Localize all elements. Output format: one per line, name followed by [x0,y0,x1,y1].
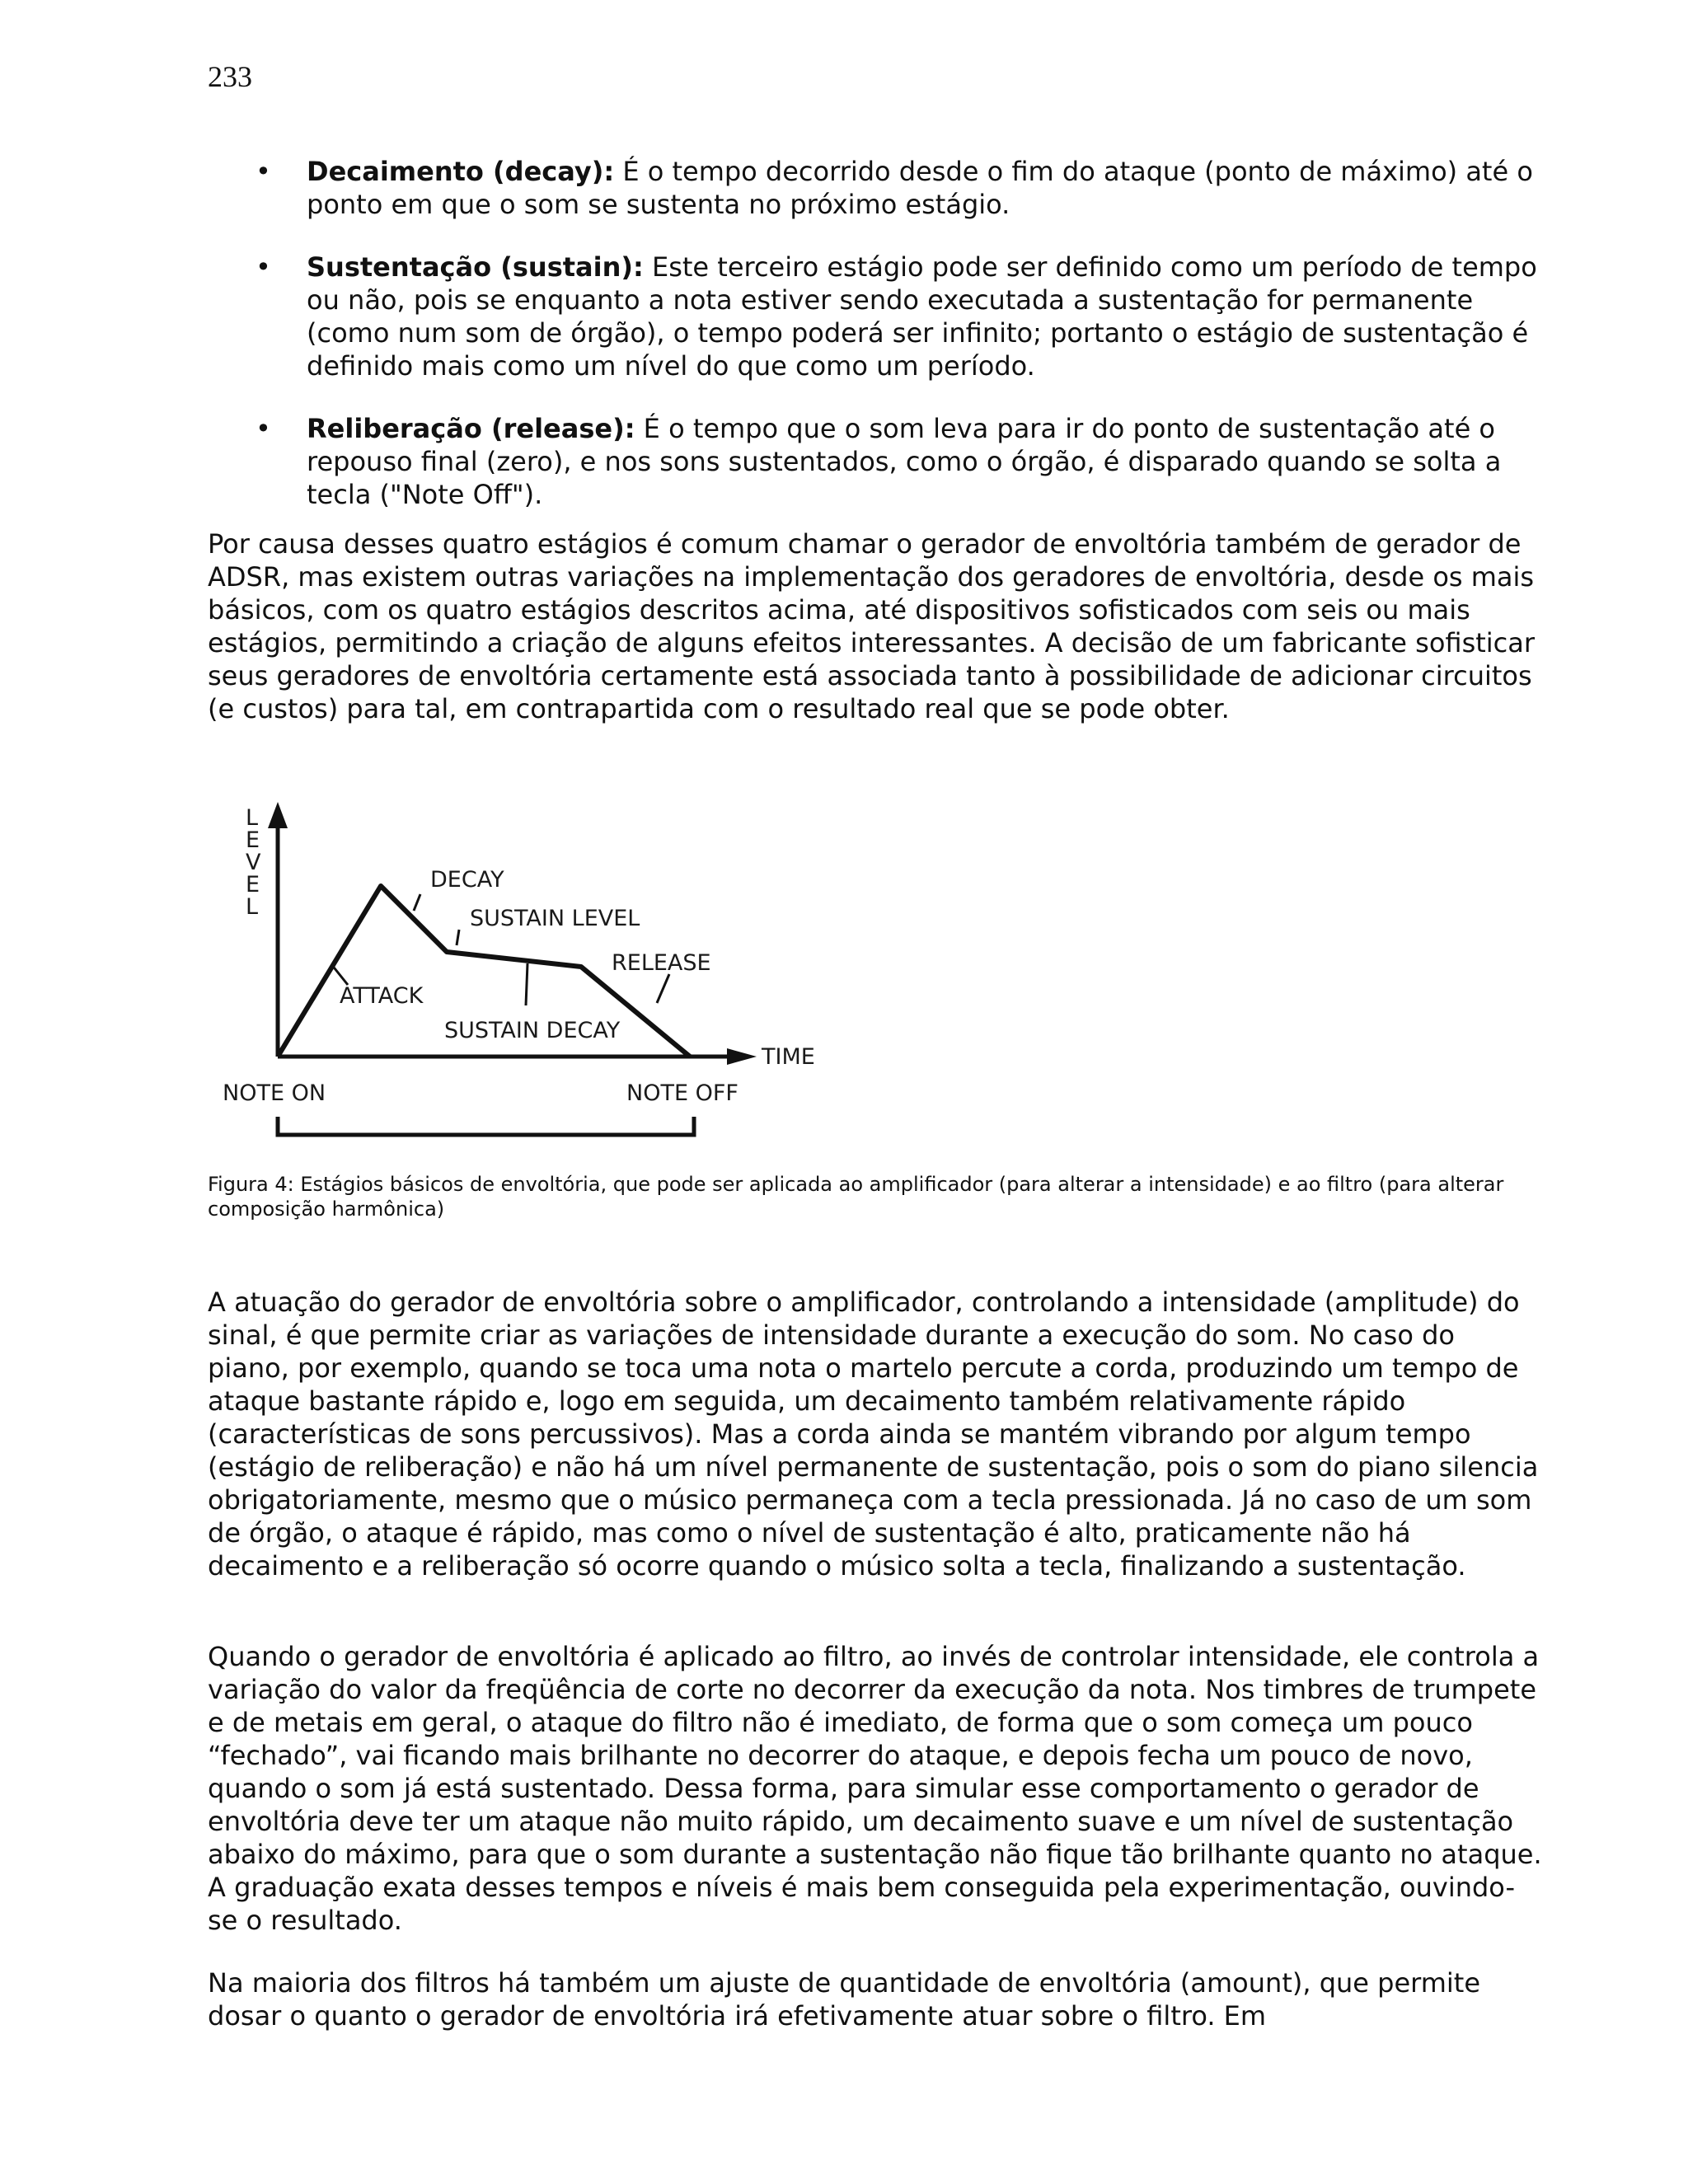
bullet-term: Sustentação (sustain): [307,251,644,283]
figure-caption: Figura 4: Estágios básicos de envoltória, que pode ser aplicada ao amplificador (para alterar a intensidade) e ao filtro (para alterar composição harmônica) [208,1173,1504,1221]
y-axis-letter: V [246,850,261,875]
y-axis-arrow [268,802,288,828]
x-axis-arrow [727,1048,757,1065]
bullet-text: É o tempo decorrido desde o fim do ataque (ponto de máximo) até o ponto em que o som se sustenta no próximo estágio. [307,156,1533,220]
page-number: 233 [208,60,252,93]
envelope-diagram [208,787,834,1150]
bullet-dot: • [256,156,271,187]
bullet-term: Decaimento (decay): [307,156,615,187]
note-off-label: NOTE OFF [626,1080,738,1106]
y-axis-letter: E [246,827,260,853]
release-leader [657,974,669,1003]
paragraph-amount: Na maioria dos filtros há também um ajuste de quantidade de envoltória (amount), que permite dosar o quanto o gerador de envoltória irá efetivamente atuar sobre o filtro. Em [208,1967,1481,2032]
y-axis-letter: E [246,872,260,898]
attack-label: ATTACK [340,983,424,1009]
note-duration-bracket [278,1117,694,1135]
paragraph-amplifier: A atuação do gerador de envoltória sobre o amplificador, controlando a intensidade (amplitude) do sinal, é que permite criar as variações de intensidade durante a execução do som. No caso do piano, por exemplo, quando se toca uma nota o martelo percute a corda, produzindo um tempo de ataque bastante rápido e, logo em seguida, um decaimento também relativamente rápido (características de sons percussivos). Mas a corda ainda se mantém vibrando por algum tempo (estágio de reliberação) e não há um nível permanente de sustentação, pois o som do piano silencia obrigatoriamente, mesmo que o músico permaneça com a tecla pressionada. Já no caso de um som de órgão, o ataque é rápido, mas como o nível de sustentação é alto, praticamente não há decaimento e a reliberação só ocorre quando o músico solta a tecla, finalizando a sustentação. [208,1286,1539,1582]
y-axis-letter: L [246,805,259,831]
time-label: TIME [762,1044,815,1070]
decay-leader [414,894,420,911]
release-label: RELEASE [612,950,711,976]
note-on-label: NOTE ON [223,1080,326,1106]
sustain-decay-label: SUSTAIN DECAY [444,1018,621,1043]
bullet-text: É o tempo que o som leva para ir do ponto de sustentação até o repouso final (zero), e nos sons sustentados, como o órgão, é disparado quando se solta a tecla ("Note Off"). [307,413,1502,510]
bullet-term: Reliberação (release): [307,413,635,444]
sustain-decay-leader [526,963,528,1005]
decay-label: DECAY [430,867,504,893]
paragraph-filter: Quando o gerador de envoltória é aplicado ao filtro, ao invés de controlar intensidade, ele controla a variação do valor da freqüência de corte no decorrer da execução da nota. Nos timbres de trumpete e de metais em geral, o ataque do filtro não é imediato, de forma que o som começa um pouco “fechado”, vai ficando mais brilhante no decorrer do ataque, e depois fecha um pouco de novo, quando o som já está sustentado. Dessa forma, para simular esse comportamento o gerador de envoltória deve ter um ataque não muito rápido, um decaimento suave e um nível de sustentação abaixo do máximo, para que o som durante a sustentação não fique tão brilhante quanto no ataque. A graduação exata desses tempos e níveis é mais bem conseguida pela experimentação, ouvindo-se o resultado. [208,1641,1542,1936]
y-axis-letter: L [246,894,259,920]
bullet-text: Este terceiro estágio pode ser definido como um período de tempo ou não, pois se enquanto a nota estiver sendo executada a sustentação for permanente (como num som de órgão), o tempo poderá ser infinito; portanto o estágio de sustentação é definido mais como um nível do que como um período. [307,251,1537,382]
sustain-level-leader [457,930,459,945]
bullet-item-sustain [247,251,1550,382]
bullet-item-decay [247,155,1550,221]
bullet-item-release [247,412,1550,511]
bullet-dot: • [256,251,271,283]
attack-leader [331,964,348,985]
paragraph-adsr: Por causa desses quatro estágios é comum chamar o gerador de envoltória também de gerador de ADSR, mas existem outras variações na implementação dos geradores de envoltória, desde os mais básicos, com os quatro estágios descritos acima, até dispositivos sofisticados com seis ou mais estágios, permitindo a criação de alguns efeitos interessantes. A decisão de um fabricante sofisticar seus geradores de envoltória certamente está associada tanto à possibilidade de adicionar circuitos (e custos) para tal, em contrapartida com o resultado real que se pode obter. [208,528,1536,724]
bullet-list [247,155,1550,541]
sustain-level-label: SUSTAIN LEVEL [470,906,640,931]
bullet-dot: • [256,413,271,444]
